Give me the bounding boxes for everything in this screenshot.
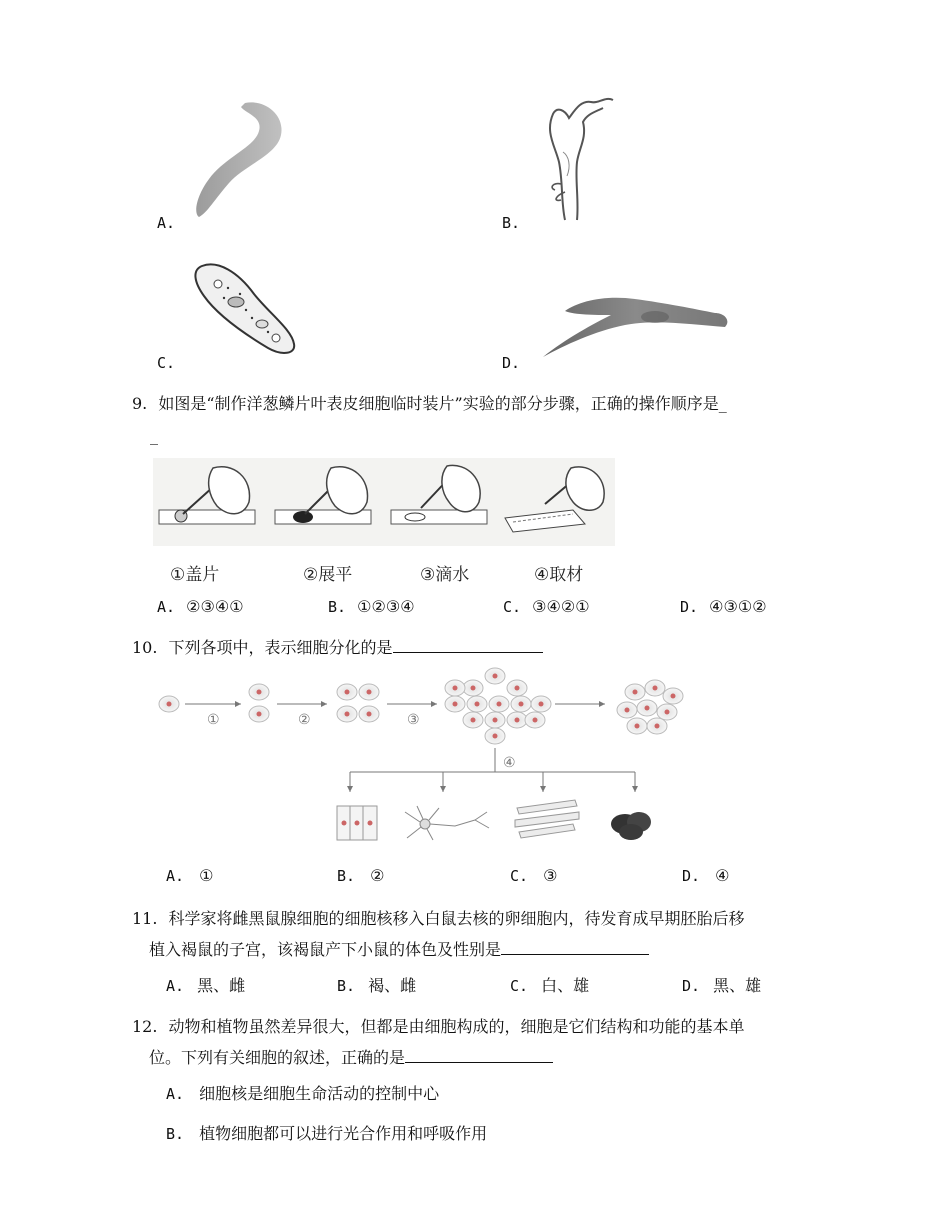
q9-stem-tail: _ (150, 426, 158, 445)
q11-stem-line2 (149, 939, 649, 961)
q10-option-d[interactable] (682, 866, 730, 885)
question-text: 下列各项中，表示细胞分化的是 (168, 638, 393, 657)
step-caption-1: ①盖片 (170, 565, 220, 585)
answer-blank: _ (718, 394, 727, 413)
option-letter: A. (157, 598, 176, 616)
option-letter: D. (680, 598, 699, 616)
q11-option-b[interactable] (337, 973, 416, 996)
answer-blank[interactable] (501, 940, 649, 955)
earthworm-image (535, 285, 735, 365)
q9-stem (132, 393, 727, 415)
two-cells-image (249, 684, 269, 722)
answer-blank[interactable] (405, 1048, 553, 1063)
option-text: 黑、雄 (713, 976, 762, 995)
option-text: ②③④① (186, 597, 244, 616)
option-letter: C. (510, 977, 529, 995)
diagram-label-4: ④ (503, 755, 516, 771)
flatworm-image (185, 95, 325, 225)
option-text: ③ (543, 866, 558, 885)
step-caption-2: ②展平 (303, 565, 353, 585)
option-text: ④ (715, 866, 730, 885)
answer-blank[interactable] (393, 638, 543, 653)
q9-procedure-figure (153, 458, 615, 546)
question-text: 位。下列有关细胞的叙述，正确的是 (149, 1048, 406, 1067)
q10-option-c[interactable] (510, 866, 558, 885)
question-text: 动物和植物虽然差异很大，但都是由细胞构成的，细胞是它们结构和功能的基本单 (168, 1017, 745, 1036)
q10-option-b[interactable] (337, 866, 385, 885)
option-text: ①②③④ (357, 597, 415, 616)
option-letter: B. (337, 977, 356, 995)
q9-option-d[interactable] (680, 597, 767, 616)
question-text: 如图是“制作洋葱鳞片叶表皮细胞临时装片”实验的部分步骤，正确的操作顺序是 (158, 394, 719, 413)
question-text: 科学家将雌黑鼠腺细胞的细胞核移入白鼠去核的卵细胞内，待发育成早期胚胎后移 (168, 909, 745, 928)
option-letter: C. (503, 598, 522, 616)
hydra-image (525, 92, 625, 222)
q9-option-c[interactable] (503, 597, 590, 616)
question-number: 10. (132, 638, 158, 657)
option-text: ③④②① (532, 597, 590, 616)
q8-option-letter: B. (502, 214, 521, 232)
diagram-label-1: ① (207, 712, 220, 728)
q8-option-letter: D. (502, 354, 521, 372)
q12-stem-line2 (149, 1047, 553, 1069)
q8-option-letter: A. (157, 214, 176, 232)
diagram-label-3: ③ (407, 712, 420, 728)
step-take-material-image (505, 467, 604, 532)
option-text: ① (199, 866, 214, 885)
slide-procedure-image (153, 458, 615, 546)
option-text: 黑、雌 (197, 976, 246, 995)
q10-option-a[interactable] (166, 866, 214, 885)
option-text: 白、雄 (541, 976, 590, 995)
paramecium-image (188, 258, 303, 358)
option-text: 细胞核是细胞生命活动的控制中心 (199, 1084, 440, 1103)
question-number: 12. (132, 1017, 158, 1036)
option-letter: A. (166, 1085, 185, 1103)
grown-cell-cluster-image (617, 680, 683, 734)
cell-cluster-image (445, 668, 551, 744)
q12-option-a[interactable] (166, 1081, 439, 1104)
step-spread-image (275, 467, 371, 524)
q11-option-a[interactable] (166, 973, 245, 996)
q12-option-b[interactable] (166, 1121, 487, 1144)
option-text: 褐、雌 (368, 976, 417, 995)
q10-stem (132, 637, 543, 659)
q9-option-b[interactable] (328, 597, 415, 616)
question-text: 植入褐鼠的子宫，该褐鼠产下小鼠的体色及性别是 (149, 940, 502, 959)
diagram-label-2: ② (298, 712, 311, 728)
muscle-tissue-image (515, 800, 579, 838)
option-text: ② (370, 866, 385, 885)
option-text: 植物细胞都可以进行光合作用和呼吸作用 (199, 1124, 488, 1143)
step-add-water-image (391, 465, 487, 524)
option-letter: A. (166, 867, 185, 885)
blood-tissue-image (611, 812, 651, 840)
option-text: ④③①② (709, 597, 767, 616)
step-caption-3: ③滴水 (420, 565, 470, 585)
step-cover-slip-image (159, 467, 255, 524)
option-letter: A. (166, 977, 185, 995)
q9-option-a[interactable] (157, 597, 244, 616)
four-cells-image (337, 684, 379, 722)
option-letter: B. (337, 867, 356, 885)
single-cell-image (159, 696, 179, 712)
q11-stem-line1 (132, 908, 745, 930)
step-caption-4: ④取材 (534, 565, 584, 585)
option-letter: B. (328, 598, 347, 616)
option-letter: B. (166, 1125, 185, 1143)
nerve-tissue-image (405, 806, 489, 840)
option-letter: C. (510, 867, 529, 885)
question-number: 9. (132, 394, 148, 413)
q11-option-d[interactable] (682, 973, 761, 996)
option-letter: D. (682, 977, 701, 995)
q8-option-letter: C. (157, 354, 176, 372)
q11-option-c[interactable] (510, 973, 589, 996)
option-letter: D. (682, 867, 701, 885)
q12-stem-line1 (132, 1016, 745, 1038)
epithelial-tissue-image (337, 806, 377, 840)
cell-division-diagram (155, 662, 685, 850)
question-number: 11. (132, 909, 158, 928)
